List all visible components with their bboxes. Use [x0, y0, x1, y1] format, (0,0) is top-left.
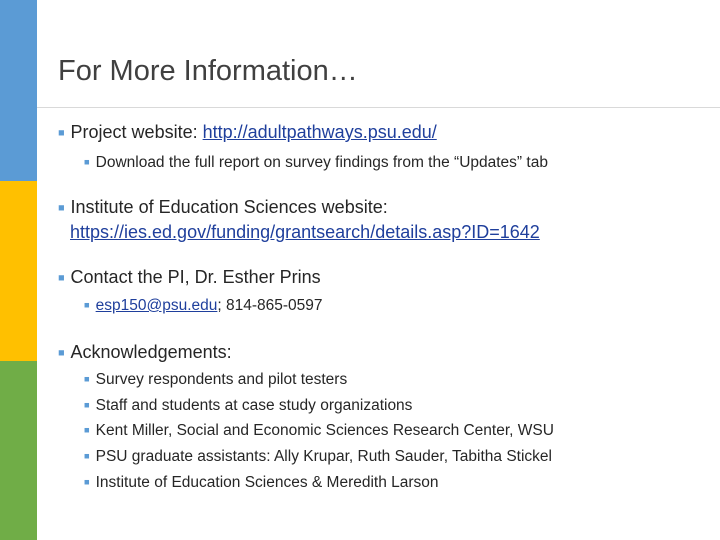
- bullet-contact-details: [84, 297, 323, 315]
- list-item-text: Staff and students at case study organizations: [95, 397, 413, 414]
- bullet-contact-pi: [58, 267, 321, 288]
- email-link[interactable]: esp150@psu.edu: [95, 297, 218, 314]
- ies-website-label: Institute of Education Sciences website:: [70, 197, 388, 217]
- bullet-download-report: [84, 154, 548, 172]
- title-divider: [37, 107, 720, 108]
- square-bullet-icon: ■: [84, 157, 90, 168]
- bullet-project-website: [58, 122, 437, 143]
- list-item: [84, 397, 412, 415]
- acknowledgements-label: Acknowledgements:: [70, 342, 232, 362]
- list-item-text: Kent Miller, Social and Economic Sciences Research Center, WSU: [95, 422, 554, 439]
- accent-stripe-blue: [0, 0, 37, 181]
- square-bullet-icon: ■: [58, 126, 65, 139]
- ies-website-link[interactable]: https://ies.ed.gov/funding/grantsearch/details.asp?ID=1642: [70, 222, 540, 242]
- project-website-label: Project website:: [70, 122, 203, 142]
- list-item: [84, 422, 554, 440]
- list-item: [84, 474, 439, 492]
- accent-stripe-green: [0, 361, 37, 540]
- list-item: [84, 371, 347, 389]
- bullet-acknowledgements: [58, 342, 232, 363]
- square-bullet-icon: ■: [84, 477, 90, 488]
- contact-pi-label: Contact the PI, Dr. Esther Prins: [70, 267, 321, 287]
- list-item-text: PSU graduate assistants: Ally Krupar, Ruth Sauder, Tabitha Stickel: [95, 448, 552, 465]
- bullet-ies-website: [58, 197, 388, 218]
- square-bullet-icon: ■: [84, 425, 90, 436]
- download-report-text: Download the full report on survey findings from the “Updates” tab: [95, 154, 548, 171]
- square-bullet-icon: ■: [58, 271, 65, 284]
- slide-title: For More Information…: [58, 55, 358, 87]
- square-bullet-icon: ■: [84, 451, 90, 462]
- phone-text: ; 814-865-0597: [217, 297, 323, 314]
- square-bullet-icon: ■: [84, 300, 90, 311]
- square-bullet-icon: ■: [58, 346, 65, 359]
- list-item-text: Institute of Education Sciences & Meredith Larson: [95, 474, 439, 491]
- square-bullet-icon: ■: [84, 400, 90, 411]
- list-item-text: Survey respondents and pilot testers: [95, 371, 348, 388]
- project-website-link[interactable]: http://adultpathways.psu.edu/: [202, 122, 437, 142]
- square-bullet-icon: ■: [58, 201, 65, 214]
- list-item: [84, 448, 552, 466]
- accent-stripe-yellow: [0, 181, 37, 361]
- square-bullet-icon: ■: [84, 374, 90, 385]
